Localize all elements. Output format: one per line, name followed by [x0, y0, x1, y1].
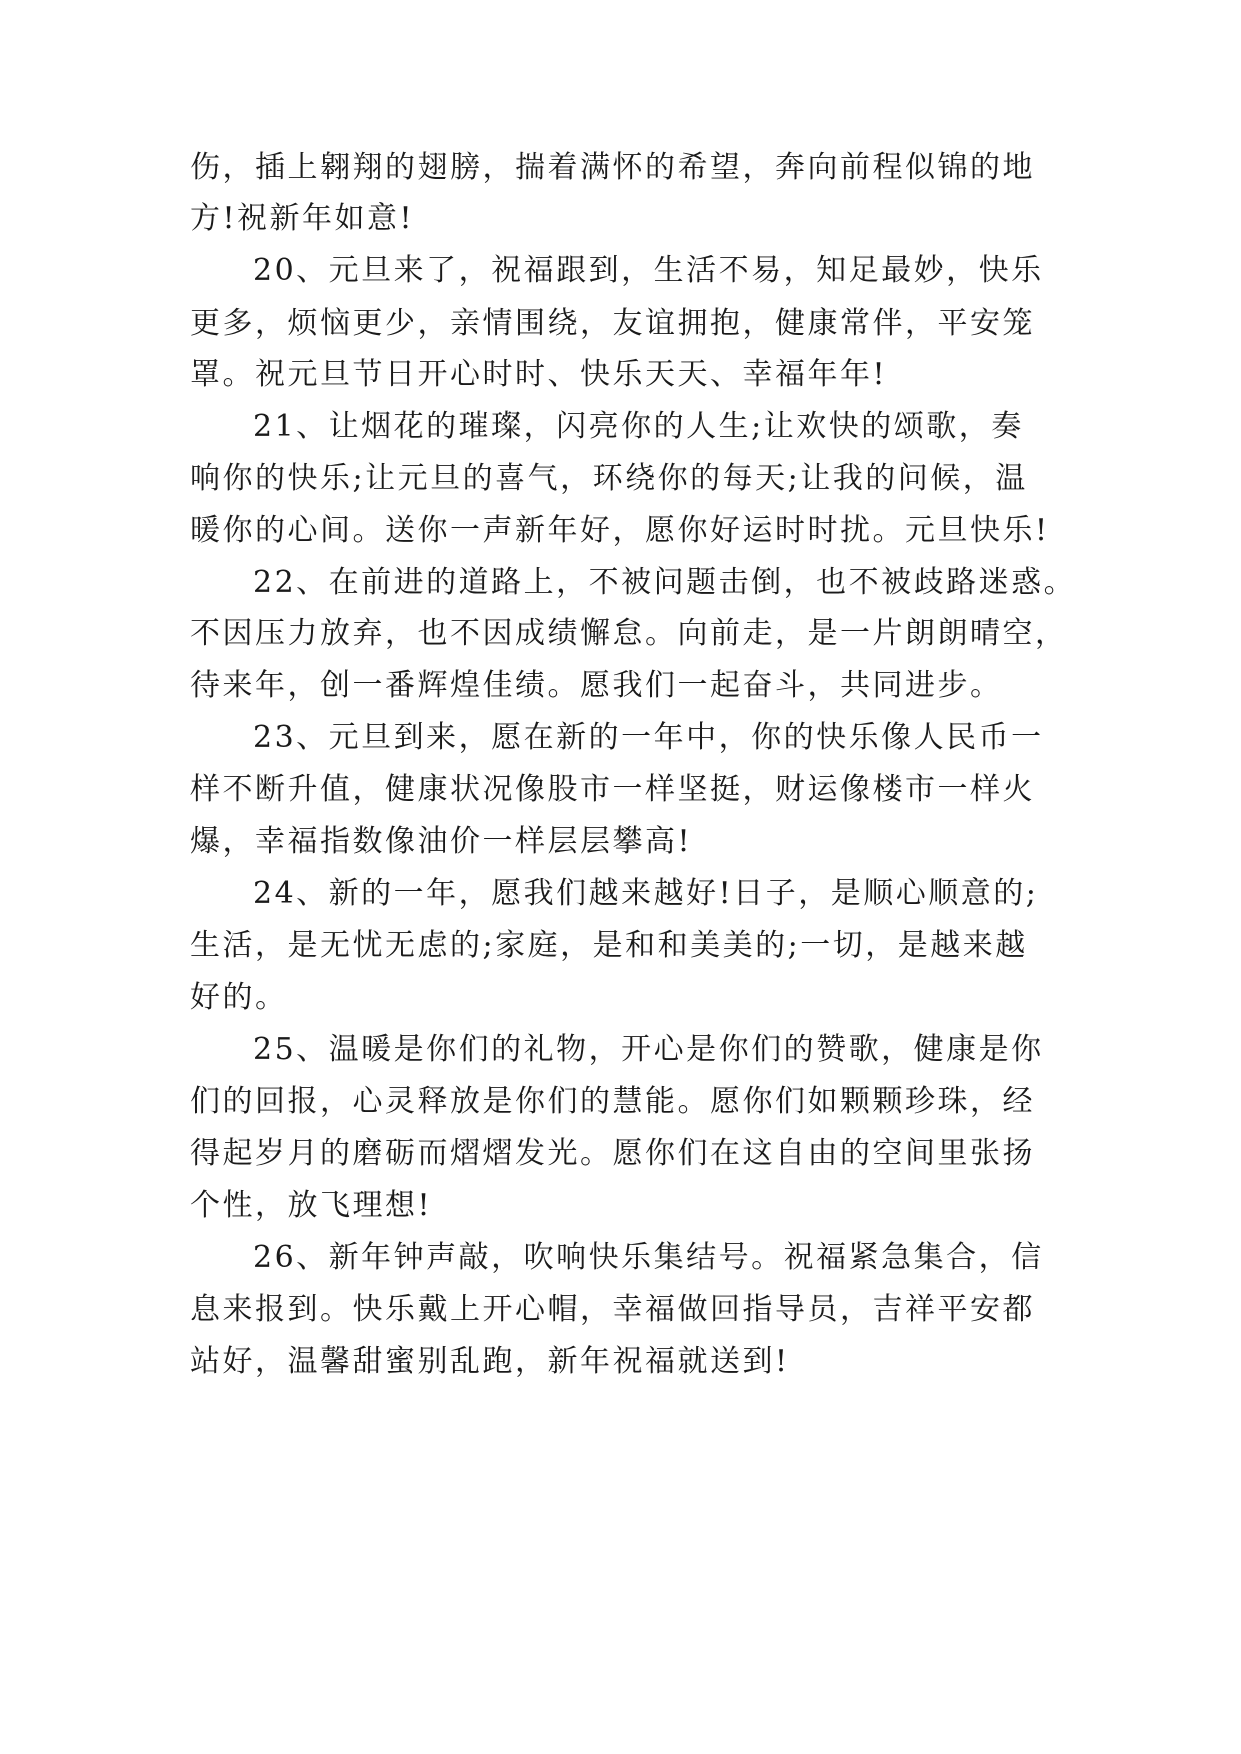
paragraph-line: 伤，插上翱翔的翅膀，揣着满怀的希望，奔向前程似锦的地 — [190, 150, 1035, 185]
paragraph-line: 25、温暖是你们的礼物，开心是你们的赞歌，健康是你 — [253, 1032, 1044, 1067]
paragraph-line: 21、让烟花的璀璨，闪亮你的人生;让欢快的颂歌，奏 — [253, 409, 1024, 444]
paragraph-line: 息来报到。快乐戴上开心帽，幸福做回指导员，吉祥平安都 — [190, 1292, 1035, 1327]
paragraph-line: 20、元旦来了，祝福跟到，生活不易，知足最妙，快乐 — [253, 253, 1044, 288]
paragraph-line: 生活，是无忧无虑的;家庭，是和和美美的;一切，是越来越 — [190, 928, 1028, 963]
paragraph-line: 得起岁月的磨砺而熠熠发光。愿你们在这自由的空间里张扬 — [190, 1136, 1035, 1171]
paragraph-line: 26、新年钟声敲，吹响快乐集结号。祝福紧急集合，信 — [253, 1240, 1044, 1275]
paragraph-line: 23、元旦到来，愿在新的一年中，你的快乐像人民币一 — [253, 720, 1044, 755]
paragraph-line: 待来年，创一番辉煌佳绩。愿我们一起奋斗，共同进步。 — [190, 668, 1003, 703]
paragraph-line: 站好，温馨甜蜜别乱跑，新年祝福就送到! — [190, 1344, 790, 1379]
paragraph-line: 样不断升值，健康状况像股市一样坚挺，财运像楼市一样火 — [190, 772, 1035, 807]
paragraph-line: 22、在前进的道路上，不被问题击倒，也不被歧路迷惑。 — [253, 565, 1077, 600]
paragraph-line: 爆，幸福指数像油价一样层层攀高! — [190, 824, 693, 859]
paragraph-line: 响你的快乐;让元旦的喜气，环绕你的每天;让我的问候，温 — [190, 461, 1028, 496]
paragraph-line: 好的。 — [190, 980, 288, 1015]
paragraph-line: 更多，烦恼更少，亲情围绕，友谊拥抱，健康常伴，平安笼 — [190, 306, 1035, 341]
paragraph-line: 不因压力放弃，也不因成绩懈怠。向前走，是一片朗朗晴空， — [190, 616, 1068, 651]
paragraph-line: 暖你的心间。送你一声新年好，愿你好运时时扰。元旦快乐! — [190, 513, 1050, 548]
paragraph-line: 24、新的一年，愿我们越来越好!日子，是顺心顺意的; — [253, 876, 1039, 911]
paragraph-line: 罩。祝元旦节日开心时时、快乐天天、幸福年年! — [190, 357, 888, 392]
paragraph-line: 们的回报，心灵释放是你们的慧能。愿你们如颗颗珍珠，经 — [190, 1084, 1035, 1119]
paragraph-line: 方!祝新年如意! — [190, 201, 415, 236]
paragraph-line: 个性，放飞理想! — [190, 1188, 433, 1223]
